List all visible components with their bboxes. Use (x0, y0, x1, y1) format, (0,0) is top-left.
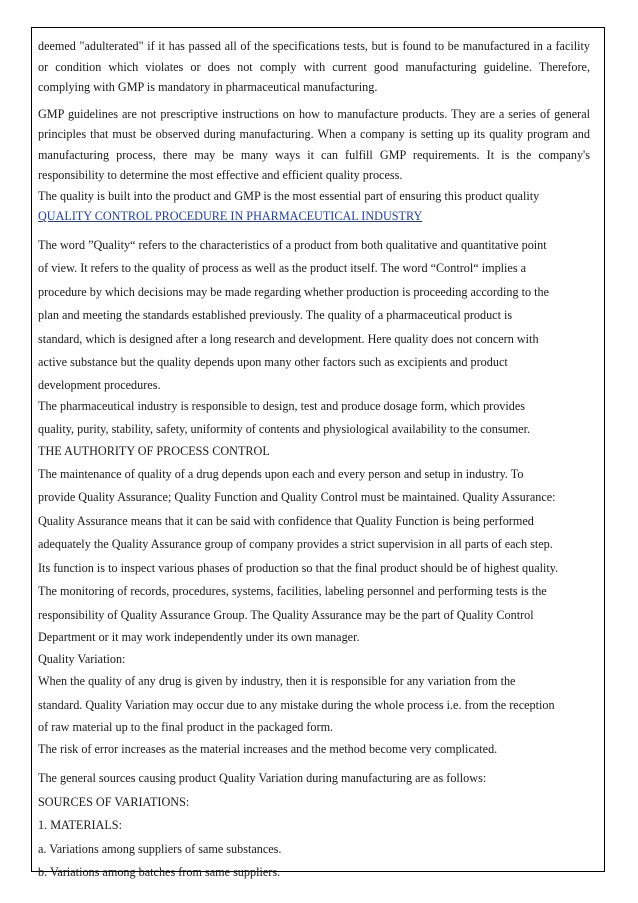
quality-control-link[interactable]: QUALITY CONTROL PROCEDURE IN PHARMACEUTICAL INDUSTRY (38, 209, 423, 223)
sources-section (38, 767, 590, 885)
text-line: The monitoring of records, procedures, systems, facilities, labeling personnel and performing tests is the (38, 584, 547, 598)
section-heading-process-control: THE AUTHORITY OF PROCESS CONTROL (38, 444, 270, 458)
text-line: of raw material up to the final product in the packaged form. (38, 720, 334, 734)
text-line: Department or it may work independently under its own manager. (38, 630, 360, 644)
section-heading-quality-variation: Quality Variation: (38, 651, 126, 666)
text-line: development procedures. (38, 377, 161, 392)
text-line: The pharmaceutical industry is responsible to design, test and produce dosage form, which provides (38, 399, 526, 413)
text-line: procedure by which decisions may be made regarding whether production is proceeding according to the (38, 284, 550, 299)
text-line: Its function is to inspect various phases of production so that the final product should be of highest quality. (38, 560, 559, 575)
text-line: adequately the Quality Assurance group of company provides a strict supervision in all parts of each step. (38, 537, 553, 551)
list-item: b. Variations among batches from same suppliers. (38, 865, 281, 879)
text-line: quality, purity, stability, safety, uniformity of contents and physiological availability to the consumer. (38, 421, 531, 436)
text-line: of view. It refers to the quality of process as well as the product itself. The word “Control“ implies a (38, 261, 527, 275)
text-line: The maintenance of quality of a drug depends upon each and every person and setup in industry. To (38, 466, 524, 481)
text-line: provide Quality Assurance; Quality Function and Quality Control must be maintained. Quality Assurance: (38, 490, 556, 504)
paragraph-quality-built-in: The quality is built into the product and GMP is the most essential part of ensuring this product quality (38, 188, 540, 203)
paragraph-gmp-guidelines: GMP guidelines are not prescriptive instructions on how to manufacture products. They are a series of general principles that must be observed during manufacturing. When a company is setting up its quality program and manufacturing process, there may be many ways it can fulfill GMP requirements. It is the company's responsibility to determine the most effective and efficient quality process. (38, 106, 590, 182)
text-line: responsibility of Quality Assurance Group. The Quality Assurance may be the part of Quality Control (38, 607, 534, 622)
text-line: active substance but the quality depends upon many other factors such as excipients and product (38, 355, 508, 369)
paragraph-gmp-adulterated: deemed "adulterated" if it has passed all of the specifications tests, but is found to be manufactured in a facility or condition which violates or does not comply with current good manufacturing guideline. Therefore, complying with GMP is mandatory in pharmaceutical manufacturing. (38, 39, 590, 94)
text-line: standard, which is designed after a long research and development. Here quality does not concern with (38, 331, 539, 346)
text-line: plan and meeting the standards established previously. The quality of a pharmaceutical product is (38, 308, 513, 322)
section-heading-sources: SOURCES OF VARIATIONS: (38, 794, 190, 809)
text-line: The word ”Quality“ refers to the characteristics of a product from both qualitative and quantitative point (38, 237, 547, 252)
text-line: standard. Quality Variation may occur due to any mistake during the whole process i.e. from the reception (38, 697, 555, 712)
document-body (38, 36, 590, 885)
quality-section (38, 234, 590, 761)
heading-link-quality-control[interactable] (38, 206, 590, 227)
text-line: The risk of error increases as the material increases and the method become very complicated. (38, 741, 498, 756)
text-line: When the quality of any drug is given by industry, then it is responsible for any variation from the (38, 674, 516, 688)
list-item: a. Variations among suppliers of same substances. (38, 841, 282, 856)
text-line: Quality Assurance means that it can be said with confidence that Quality Function is being performed (38, 513, 534, 528)
text-line: The general sources causing product Quality Variation during manufacturing are as follows: (38, 771, 487, 785)
subheading-materials: 1. MATERIALS: (38, 818, 122, 832)
